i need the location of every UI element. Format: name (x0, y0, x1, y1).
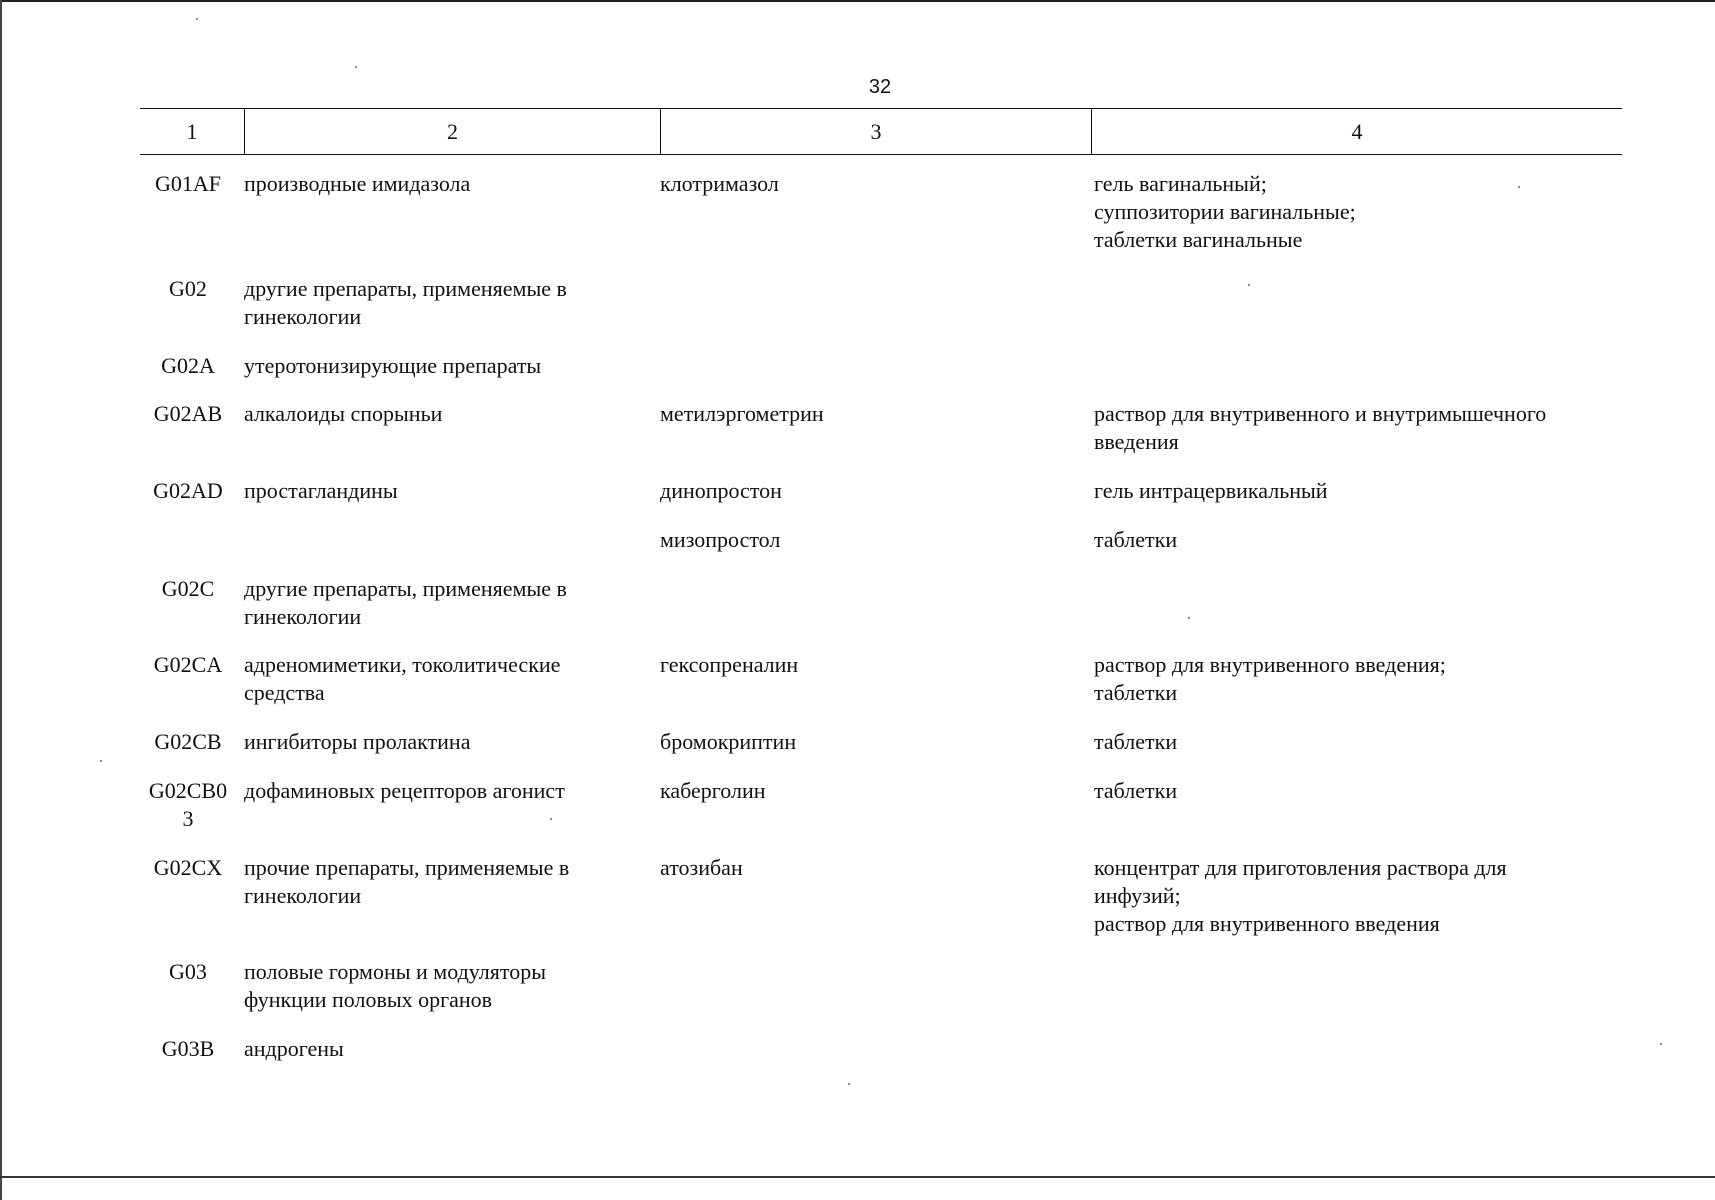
scan-speck (100, 760, 102, 762)
scan-speck (355, 66, 357, 68)
scan-speck (550, 818, 552, 820)
substance: мизопростол (660, 527, 781, 552)
atc-group: простагландины (244, 478, 398, 503)
atc-group: производные имидазола (244, 171, 471, 196)
atc-group: алкалоиды спорыньи (244, 401, 443, 426)
dosage-forms: раствор для внутривенного введения; таблетки (1094, 652, 1446, 705)
atc-code: G01AF (154, 171, 221, 196)
scan-speck (1248, 284, 1250, 286)
atc-group: другие препараты, применяемые в гинекологии (244, 276, 567, 329)
dosage-forms: концентрат для приготовления раствора для инфузий; раствор для внутривенного введения (1094, 855, 1507, 936)
atc-code: G02CB (154, 729, 222, 754)
substance: атозибан (660, 855, 743, 880)
atc-group: андрогены (244, 1036, 344, 1061)
dosage-forms: таблетки (1094, 778, 1178, 803)
scan-speck (1660, 1043, 1662, 1045)
substance: гексопреналин (660, 652, 799, 677)
substance: клотримазол (660, 171, 779, 196)
dosage-forms: гель вагинальный; суппозитории вагинальные; таблетки вагинальные (1094, 171, 1356, 252)
atc-group: ингибиторы пролактина (244, 729, 471, 754)
page-number: 32 (868, 76, 892, 98)
page-edge-bottom (0, 1176, 1715, 1178)
atc-group: прочие препараты, применяемые в гинекологии (244, 855, 570, 908)
atc-group: дофаминовых рецепторов агонист (244, 778, 565, 803)
atc-code: G02 (169, 276, 207, 301)
page-edge-top (0, 0, 1715, 2)
atc-code: G02CB0 3 (148, 778, 228, 831)
scan-speck (848, 1083, 850, 1085)
atc-code: G02AB (153, 401, 223, 426)
dosage-forms: таблетки (1094, 729, 1178, 754)
page-edge-left (0, 0, 2, 1200)
substance: метилэргометрин (660, 401, 824, 426)
column-header-1: 1 (186, 118, 198, 144)
atc-code: G02AD (153, 478, 223, 503)
scan-speck (196, 18, 198, 20)
atc-code: G02CX (153, 855, 223, 880)
column-header-2: 2 (244, 109, 660, 154)
column-header-4: 4 (1091, 109, 1622, 154)
atc-group: другие препараты, применяемые в гинекологии (244, 576, 567, 629)
table-header (140, 108, 1622, 155)
dosage-forms: раствор для внутривенного и внутримышечного введения (1094, 401, 1547, 454)
atc-group: половые гормоны и модуляторы функции половых органов (244, 959, 547, 1012)
dosage-forms: гель интрацервикальный (1094, 478, 1328, 503)
atc-code: G02CA (153, 652, 223, 677)
substance: бромокриптин (660, 729, 797, 754)
atc-code: G03 (169, 959, 207, 984)
atc-code: G02A (161, 353, 215, 378)
scan-speck (1188, 617, 1190, 619)
atc-group: адреномиметики, токолитические средства (244, 652, 561, 705)
column-header-3: 3 (660, 109, 1091, 154)
substance: каберголин (660, 778, 766, 803)
substance: динопростон (660, 478, 782, 503)
atc-code: G03B (161, 1036, 215, 1061)
atc-group: утеротонизирующие препараты (244, 353, 542, 378)
dosage-forms: таблетки (1094, 527, 1178, 552)
atc-code: G02C (161, 576, 215, 601)
